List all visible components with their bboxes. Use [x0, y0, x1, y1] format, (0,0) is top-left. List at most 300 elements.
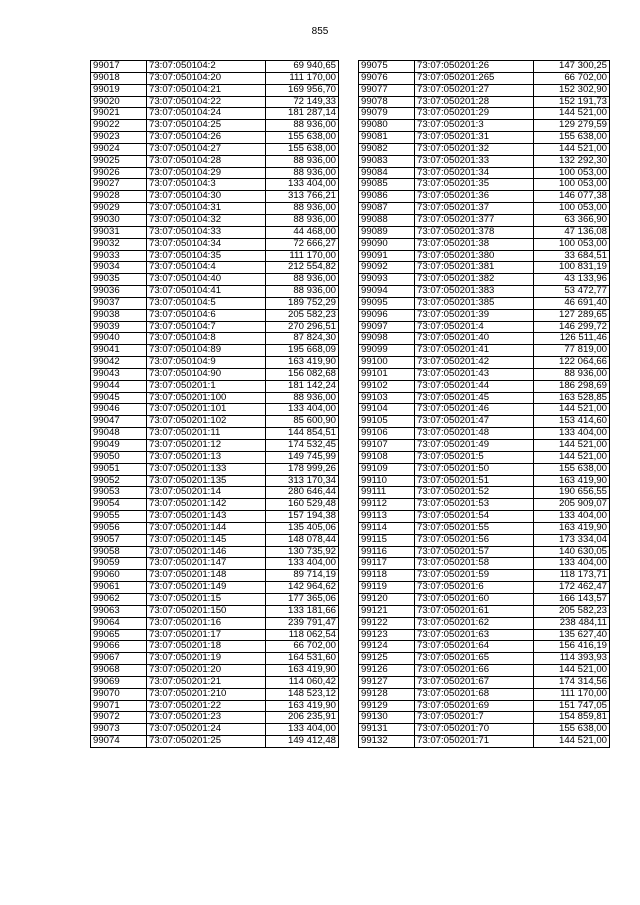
cadastral-value: 280 646,44 — [266, 487, 339, 499]
cadastral-value: 111 170,00 — [266, 250, 339, 262]
cadastral-number: 73:07:050201:52 — [415, 487, 534, 499]
row-number: 99022 — [91, 120, 147, 132]
table-row — [91, 108, 339, 120]
cadastral-value: 46 691,40 — [534, 297, 610, 309]
cadastral-number: 73:07:050201:46 — [415, 404, 534, 416]
cadastral-number: 73:07:050201:4 — [415, 321, 534, 333]
table-row — [359, 558, 610, 570]
cadastral-value: 173 334,04 — [534, 534, 610, 546]
cadastral-number: 73:07:050201:144 — [147, 522, 266, 534]
cadastral-number: 73:07:050104:34 — [147, 238, 266, 250]
cadastral-number: 73:07:050201:133 — [147, 463, 266, 475]
cadastral-number: 73:07:050201:148 — [147, 570, 266, 582]
cadastral-number: 73:07:050104:25 — [147, 120, 266, 132]
cadastral-value: 172 462,47 — [534, 582, 610, 594]
row-number: 99076 — [359, 72, 415, 84]
cadastral-value: 88 936,00 — [266, 274, 339, 286]
cadastral-value: 163 419,90 — [534, 475, 610, 487]
cadastral-value: 133 404,00 — [266, 558, 339, 570]
cadastral-number: 73:07:050201:100 — [147, 392, 266, 404]
row-number: 99099 — [359, 345, 415, 357]
cadastral-number: 73:07:050201:69 — [415, 700, 534, 712]
cadastral-number: 73:07:050201:63 — [415, 629, 534, 641]
cadastral-value: 100 053,00 — [534, 167, 610, 179]
row-number: 99064 — [91, 617, 147, 629]
cadastral-value: 111 170,00 — [534, 688, 610, 700]
cadastral-number: 73:07:050201:66 — [415, 665, 534, 677]
cadastral-value: 149 745,99 — [266, 451, 339, 463]
row-number: 99017 — [91, 61, 147, 73]
cadastral-value: 126 511,46 — [534, 333, 610, 345]
table-row — [91, 605, 339, 617]
table-row — [91, 357, 339, 369]
cadastral-value: 100 053,00 — [534, 238, 610, 250]
cadastral-value: 148 078,44 — [266, 534, 339, 546]
cadastral-number: 73:07:050201:60 — [415, 593, 534, 605]
cadastral-number: 73:07:050201:64 — [415, 641, 534, 653]
cadastral-number: 73:07:050201:24 — [147, 724, 266, 736]
table-row — [359, 167, 610, 179]
cadastral-number: 73:07:050201:49 — [415, 440, 534, 452]
table-row — [359, 179, 610, 191]
cadastral-number: 73:07:050104:21 — [147, 84, 266, 96]
table-row — [359, 274, 610, 286]
table-row — [359, 61, 610, 73]
table-row — [359, 297, 610, 309]
row-number: 99081 — [359, 132, 415, 144]
row-number: 99118 — [359, 570, 415, 582]
row-number: 99075 — [359, 61, 415, 73]
cadastral-value: 133 404,00 — [266, 724, 339, 736]
row-number: 99078 — [359, 96, 415, 108]
row-number: 99057 — [91, 534, 147, 546]
cadastral-value: 155 638,00 — [534, 724, 610, 736]
table-row — [91, 404, 339, 416]
cadastral-number: 73:07:050201:55 — [415, 522, 534, 534]
row-number: 99101 — [359, 368, 415, 380]
table-row — [91, 511, 339, 523]
cadastral-value: 169 956,70 — [266, 84, 339, 96]
cadastral-value: 144 521,00 — [534, 665, 610, 677]
cadastral-number: 73:07:050104:35 — [147, 250, 266, 262]
cadastral-number: 73:07:050104:22 — [147, 96, 266, 108]
table-row — [91, 167, 339, 179]
cadastral-number: 73:07:050201:6 — [415, 582, 534, 594]
cadastral-value: 144 521,00 — [534, 451, 610, 463]
row-number: 99036 — [91, 286, 147, 298]
cadastral-number: 73:07:050104:24 — [147, 108, 266, 120]
row-number: 99114 — [359, 522, 415, 534]
cadastral-number: 73:07:050104:41 — [147, 286, 266, 298]
row-number: 99085 — [359, 179, 415, 191]
table-row — [359, 84, 610, 96]
cadastral-number: 73:07:050104:33 — [147, 226, 266, 238]
row-number: 99030 — [91, 214, 147, 226]
cadastral-value: 133 404,00 — [534, 511, 610, 523]
row-number: 99049 — [91, 440, 147, 452]
cadastral-value: 88 936,00 — [266, 286, 339, 298]
cadastral-value: 313 170,34 — [266, 475, 339, 487]
table-row — [359, 546, 610, 558]
cadastral-number: 73:07:050104:3 — [147, 179, 266, 191]
row-number: 99108 — [359, 451, 415, 463]
row-number: 99115 — [359, 534, 415, 546]
row-number: 99063 — [91, 605, 147, 617]
cadastral-value: 89 714,19 — [266, 570, 339, 582]
cadastral-value: 53 472,77 — [534, 286, 610, 298]
row-number: 99032 — [91, 238, 147, 250]
row-number: 99026 — [91, 167, 147, 179]
cadastral-number: 73:07:050201:44 — [415, 380, 534, 392]
table-row — [359, 333, 610, 345]
table-row — [359, 605, 610, 617]
cadastral-number: 73:07:050201:47 — [415, 416, 534, 428]
cadastral-number: 73:07:050201:16 — [147, 617, 266, 629]
table-row — [359, 262, 610, 274]
table-row — [91, 191, 339, 203]
table-row — [91, 712, 339, 724]
cadastral-value: 44 468,00 — [266, 226, 339, 238]
cadastral-number: 73:07:050104:90 — [147, 368, 266, 380]
row-number: 99035 — [91, 274, 147, 286]
cadastral-number: 73:07:050201:31 — [415, 132, 534, 144]
table-row — [359, 629, 610, 641]
cadastral-value: 153 414,60 — [534, 416, 610, 428]
table-row — [91, 558, 339, 570]
row-number: 99088 — [359, 214, 415, 226]
row-number: 99125 — [359, 653, 415, 665]
cadastral-value: 205 909,07 — [534, 499, 610, 511]
cadastral-number: 73:07:050201:70 — [415, 724, 534, 736]
row-number: 99119 — [359, 582, 415, 594]
table-row — [359, 665, 610, 677]
cadastral-value: 88 936,00 — [266, 155, 339, 167]
row-number: 99073 — [91, 724, 147, 736]
cadastral-value: 85 600,90 — [266, 416, 339, 428]
row-number: 99112 — [359, 499, 415, 511]
cadastral-value: 154 859,81 — [534, 712, 610, 724]
table-row — [91, 617, 339, 629]
cadastral-value: 146 077,38 — [534, 191, 610, 203]
row-number: 99132 — [359, 736, 415, 748]
row-number: 99122 — [359, 617, 415, 629]
cadastral-value: 114 393,93 — [534, 653, 610, 665]
cadastral-value: 133 404,00 — [266, 179, 339, 191]
row-number: 99086 — [359, 191, 415, 203]
row-number: 99054 — [91, 499, 147, 511]
row-number: 99027 — [91, 179, 147, 191]
cadastral-number: 73:07:050201:56 — [415, 534, 534, 546]
cadastral-value: 152 302,90 — [534, 84, 610, 96]
row-number: 99045 — [91, 392, 147, 404]
row-number: 99124 — [359, 641, 415, 653]
row-number: 99068 — [91, 665, 147, 677]
row-number: 99131 — [359, 724, 415, 736]
cadastral-value: 88 936,00 — [266, 167, 339, 179]
table-row — [359, 392, 610, 404]
cadastral-value: 33 684,51 — [534, 250, 610, 262]
table-row — [359, 582, 610, 594]
cadastral-value: 88 936,00 — [534, 368, 610, 380]
cadastral-number: 73:07:050104:40 — [147, 274, 266, 286]
table-row — [91, 392, 339, 404]
table-row — [359, 463, 610, 475]
row-number: 99082 — [359, 143, 415, 155]
cadastral-number: 73:07:050201:42 — [415, 357, 534, 369]
cadastral-value: 88 936,00 — [266, 392, 339, 404]
cadastral-value: 66 702,00 — [534, 72, 610, 84]
table-row — [91, 534, 339, 546]
cadastral-number: 73:07:050201:378 — [415, 226, 534, 238]
cadastral-number: 73:07:050201:22 — [147, 700, 266, 712]
cadastral-number: 73:07:050104:29 — [147, 167, 266, 179]
cadastral-value: 270 296,51 — [266, 321, 339, 333]
row-number: 99072 — [91, 712, 147, 724]
cadastral-number: 73:07:050201:40 — [415, 333, 534, 345]
row-number: 99120 — [359, 593, 415, 605]
cadastral-value: 181 142,24 — [266, 380, 339, 392]
table-row — [359, 534, 610, 546]
cadastral-value: 144 521,00 — [534, 108, 610, 120]
row-number: 99095 — [359, 297, 415, 309]
cadastral-value: 155 638,00 — [266, 143, 339, 155]
table-row — [91, 368, 339, 380]
cadastral-number: 73:07:050201:143 — [147, 511, 266, 523]
cadastral-number: 73:07:050104:26 — [147, 132, 266, 144]
row-number: 99047 — [91, 416, 147, 428]
cadastral-number: 73:07:050201:35 — [415, 179, 534, 191]
cadastral-number: 73:07:050104:7 — [147, 321, 266, 333]
table-row — [91, 499, 339, 511]
cadastral-number: 73:07:050104:89 — [147, 345, 266, 357]
table-row — [359, 286, 610, 298]
cadastral-value: 133 404,00 — [534, 558, 610, 570]
row-number: 99046 — [91, 404, 147, 416]
row-number: 99038 — [91, 309, 147, 321]
row-number: 99053 — [91, 487, 147, 499]
row-number: 99037 — [91, 297, 147, 309]
table-row — [91, 274, 339, 286]
cadastral-value: 88 936,00 — [266, 214, 339, 226]
cadastral-number: 73:07:050201:48 — [415, 428, 534, 440]
cadastral-value: 205 582,23 — [266, 309, 339, 321]
table-row — [359, 617, 610, 629]
row-number: 99042 — [91, 357, 147, 369]
cadastral-value: 163 419,90 — [266, 357, 339, 369]
cadastral-number: 73:07:050201:34 — [415, 167, 534, 179]
cadastral-value: 190 656,55 — [534, 487, 610, 499]
table-row — [359, 653, 610, 665]
cadastral-number: 73:07:050201:27 — [415, 84, 534, 96]
cadastral-number: 73:07:050201:150 — [147, 605, 266, 617]
table-row — [91, 676, 339, 688]
cadastral-number: 73:07:050201:11 — [147, 428, 266, 440]
cadastral-value: 156 416,19 — [534, 641, 610, 653]
cadastral-number: 73:07:050201:68 — [415, 688, 534, 700]
cadastral-number: 73:07:050201:377 — [415, 214, 534, 226]
cadastral-number: 73:07:050201:382 — [415, 274, 534, 286]
table-row — [359, 120, 610, 132]
row-number: 99093 — [359, 274, 415, 286]
row-number: 99090 — [359, 238, 415, 250]
cadastral-value: 118 062,54 — [266, 629, 339, 641]
register-table-left — [90, 60, 339, 748]
cadastral-number: 73:07:050104:4 — [147, 262, 266, 274]
cadastral-value: 100 831,19 — [534, 262, 610, 274]
cadastral-value: 163 419,90 — [266, 665, 339, 677]
cadastral-number: 73:07:050201:26 — [415, 61, 534, 73]
row-number: 99129 — [359, 700, 415, 712]
table-row — [359, 357, 610, 369]
cadastral-value: 133 404,00 — [266, 404, 339, 416]
cadastral-number: 73:07:050201:39 — [415, 309, 534, 321]
table-row — [359, 155, 610, 167]
row-number: 99028 — [91, 191, 147, 203]
row-number: 99080 — [359, 120, 415, 132]
cadastral-value: 144 521,00 — [534, 440, 610, 452]
row-number: 99074 — [91, 736, 147, 748]
cadastral-value: 212 554,82 — [266, 262, 339, 274]
row-number: 99091 — [359, 250, 415, 262]
row-number: 99031 — [91, 226, 147, 238]
row-number: 99021 — [91, 108, 147, 120]
row-number: 99029 — [91, 203, 147, 215]
cadastral-number: 73:07:050201:5 — [415, 451, 534, 463]
table-row — [91, 463, 339, 475]
table-row — [359, 440, 610, 452]
cadastral-number: 73:07:050201:18 — [147, 641, 266, 653]
cadastral-number: 73:07:050201:3 — [415, 120, 534, 132]
cadastral-value: 177 365,06 — [266, 593, 339, 605]
cadastral-value: 66 702,00 — [266, 641, 339, 653]
table-row — [359, 676, 610, 688]
table-row — [359, 72, 610, 84]
table-row — [359, 214, 610, 226]
table-row — [91, 72, 339, 84]
row-number: 99102 — [359, 380, 415, 392]
cadastral-number: 73:07:050201:14 — [147, 487, 266, 499]
cadastral-number: 73:07:050104:27 — [147, 143, 266, 155]
table-row — [359, 641, 610, 653]
row-number: 99083 — [359, 155, 415, 167]
row-number: 99069 — [91, 676, 147, 688]
cadastral-number: 73:07:050201:54 — [415, 511, 534, 523]
table-row — [359, 321, 610, 333]
cadastral-number: 73:07:050201:19 — [147, 653, 266, 665]
table-row — [91, 203, 339, 215]
cadastral-value: 186 298,69 — [534, 380, 610, 392]
cadastral-number: 73:07:050201:41 — [415, 345, 534, 357]
cadastral-number: 73:07:050201:23 — [147, 712, 266, 724]
table-row — [91, 250, 339, 262]
row-number: 99019 — [91, 84, 147, 96]
cadastral-value: 160 529,48 — [266, 499, 339, 511]
cadastral-value: 148 523,12 — [266, 688, 339, 700]
cadastral-number: 73:07:050201:135 — [147, 475, 266, 487]
cadastral-number: 73:07:050201:43 — [415, 368, 534, 380]
row-number: 99044 — [91, 380, 147, 392]
cadastral-number: 73:07:050201:65 — [415, 653, 534, 665]
cadastral-number: 73:07:050201:50 — [415, 463, 534, 475]
table-row — [359, 712, 610, 724]
row-number: 99109 — [359, 463, 415, 475]
cadastral-value: 144 854,51 — [266, 428, 339, 440]
cadastral-value: 174 314,56 — [534, 676, 610, 688]
row-number: 99106 — [359, 428, 415, 440]
row-number: 99051 — [91, 463, 147, 475]
cadastral-value: 163 419,90 — [534, 522, 610, 534]
table-row — [359, 96, 610, 108]
cadastral-value: 122 064,66 — [534, 357, 610, 369]
cadastral-number: 73:07:050201:17 — [147, 629, 266, 641]
cadastral-number: 73:07:050104:32 — [147, 214, 266, 226]
table-row — [359, 487, 610, 499]
row-number: 99065 — [91, 629, 147, 641]
row-number: 99060 — [91, 570, 147, 582]
table-row — [91, 132, 339, 144]
table-row — [91, 143, 339, 155]
table-row — [91, 736, 339, 748]
cadastral-number: 73:07:050201:1 — [147, 380, 266, 392]
cadastral-number: 73:07:050201:13 — [147, 451, 266, 463]
cadastral-value: 157 194,38 — [266, 511, 339, 523]
table-row — [91, 546, 339, 558]
cadastral-number: 73:07:050104:6 — [147, 309, 266, 321]
table-row — [359, 345, 610, 357]
row-number: 99071 — [91, 700, 147, 712]
table-row — [91, 416, 339, 428]
row-number: 99043 — [91, 368, 147, 380]
table-row — [359, 570, 610, 582]
table-row — [91, 629, 339, 641]
row-number: 99058 — [91, 546, 147, 558]
cadastral-value: 100 053,00 — [534, 179, 610, 191]
table-row — [91, 653, 339, 665]
row-number: 99025 — [91, 155, 147, 167]
cadastral-number: 73:07:050201:142 — [147, 499, 266, 511]
row-number: 99087 — [359, 203, 415, 215]
table-row — [91, 582, 339, 594]
row-number: 99041 — [91, 345, 147, 357]
cadastral-value: 144 521,00 — [534, 736, 610, 748]
cadastral-value: 189 752,29 — [266, 297, 339, 309]
cadastral-value: 163 419,90 — [266, 700, 339, 712]
table-row — [359, 688, 610, 700]
cadastral-number: 73:07:050201:20 — [147, 665, 266, 677]
table-row — [91, 700, 339, 712]
table-row — [91, 380, 339, 392]
table-row — [91, 333, 339, 345]
table-row — [359, 203, 610, 215]
table-row — [91, 440, 339, 452]
cadastral-value: 163 528,85 — [534, 392, 610, 404]
cadastral-value: 63 366,90 — [534, 214, 610, 226]
cadastral-value: 151 747,05 — [534, 700, 610, 712]
cadastral-value: 142 964,62 — [266, 582, 339, 594]
table-row — [359, 191, 610, 203]
row-number: 99050 — [91, 451, 147, 463]
cadastral-number: 73:07:050201:51 — [415, 475, 534, 487]
cadastral-number: 73:07:050201:28 — [415, 96, 534, 108]
table-row — [359, 511, 610, 523]
table-row — [91, 451, 339, 463]
row-number: 99123 — [359, 629, 415, 641]
table-row — [359, 132, 610, 144]
cadastral-number: 73:07:050201:37 — [415, 203, 534, 215]
table-row — [359, 700, 610, 712]
cadastral-number: 73:07:050201:57 — [415, 546, 534, 558]
row-number: 99103 — [359, 392, 415, 404]
